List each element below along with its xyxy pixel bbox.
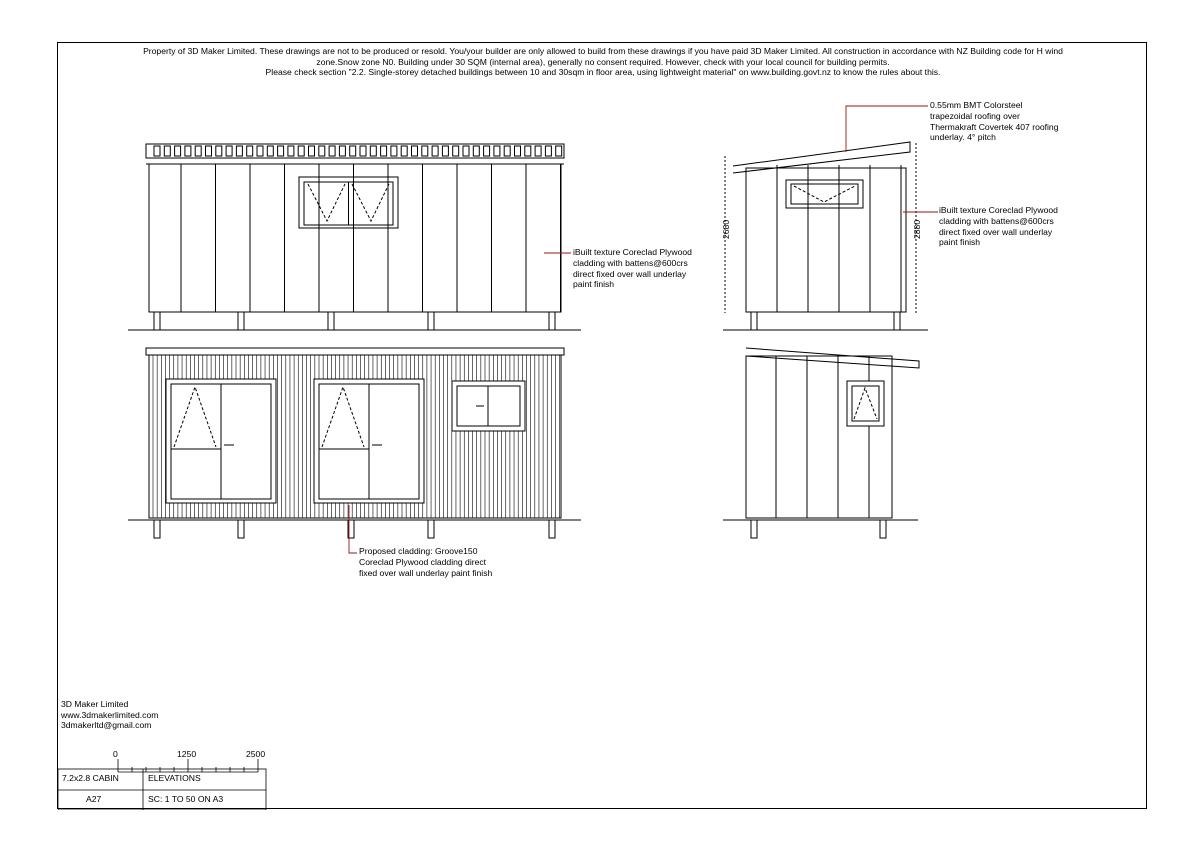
elevation-drawings	[58, 43, 1148, 810]
roof-edge	[146, 348, 564, 355]
scale-label-0: 0	[113, 749, 118, 759]
roof-rib	[494, 146, 500, 156]
roof-rib	[298, 146, 304, 156]
side-elevation-upper	[723, 142, 928, 330]
roof-rib	[257, 146, 263, 156]
title-sheet-name: ELEVATIONS	[148, 773, 201, 783]
roof-rib	[226, 146, 232, 156]
side-wall	[746, 168, 906, 312]
roof-rib	[319, 146, 325, 156]
roof-rib	[195, 146, 201, 156]
pile	[549, 312, 555, 330]
scale-label-2500: 2500	[246, 749, 266, 759]
scale-bar	[118, 759, 258, 772]
dimension-2680: 2680	[721, 219, 731, 239]
door-leaf	[221, 384, 271, 499]
roof-slope	[746, 348, 919, 368]
roof-rib	[535, 146, 541, 156]
roof-rib	[236, 146, 242, 156]
window-inner	[852, 386, 879, 421]
company-website: www.3dmakerlimited.com	[61, 709, 159, 720]
roof-rib	[309, 146, 315, 156]
pile	[328, 312, 334, 330]
roof-rib	[453, 146, 459, 156]
title-project: 7.2x2.8 CABIN	[62, 773, 119, 783]
roof-rib	[412, 146, 418, 156]
notice-line-1: Property of 3D Maker Limited. These drawings are not to be produced or resold. You/your builder are only allowed to build from these drawings if you have paid 3D Maker Limited. All construction in accordance with NZ Building code for H wind	[143, 46, 1063, 56]
roof-rib	[463, 146, 469, 156]
company-info	[61, 699, 158, 731]
roof-rib	[504, 146, 510, 156]
pile	[238, 520, 244, 538]
roof-rib	[185, 146, 191, 156]
door-leaf	[171, 384, 221, 499]
title-sheet-number: A27	[86, 794, 102, 804]
roof-rib	[329, 146, 335, 156]
company-email: 3dmakerltd@gmail.com	[61, 720, 152, 731]
roofing-note: 0.55mm BMT Colorsteel trapezoidal roofing over Thermakraft Covertek 407 roofing underlay. 4° pitch	[930, 100, 1059, 143]
roof-rib	[350, 146, 356, 156]
window-opening-mark	[794, 186, 855, 202]
pile	[880, 520, 886, 538]
roof-rib	[525, 146, 531, 156]
pile	[428, 312, 434, 330]
roof-rib	[247, 146, 253, 156]
roof-rib	[164, 146, 170, 156]
roof-rib	[360, 146, 366, 156]
window-opening-mark	[308, 184, 345, 221]
proposed-cladding-leader	[349, 505, 357, 553]
cladding-note-side: iBuilt texture Coreclad Plywood cladding with battens@600crs direct fixed over wall underlay paint finish	[939, 205, 1058, 248]
pile	[428, 520, 434, 538]
roof-rib	[422, 146, 428, 156]
window-inner	[791, 184, 858, 204]
door-leaf	[369, 384, 419, 499]
notice-line-3: Please check section "2.2. Single-storey detached buildings between 10 and 30sqm in floor area, using lightweight material" on www.building.govt.nz to know the rules about this.	[265, 67, 941, 78]
dimension-2880: 2880	[912, 219, 922, 239]
title-scale: SC: 1 TO 50 ON A3	[148, 794, 224, 804]
roof-rib	[391, 146, 397, 156]
proposed-cladding-note: Proposed cladding: Groove150 Coreclad Plywood cladding direct fixed over wall underlay paint finish	[359, 546, 493, 578]
front-wall	[149, 164, 561, 312]
roof-rib	[267, 146, 273, 156]
roof-rib	[484, 146, 490, 156]
roof-rib	[545, 146, 551, 156]
roof-rib	[278, 146, 284, 156]
roof-rib	[432, 146, 438, 156]
roof-rib	[288, 146, 294, 156]
cladding-note-front: iBuilt texture Coreclad Plywood cladding with battens@600crs direct fixed over wall underlay paint finish	[573, 247, 692, 290]
roof-rib	[515, 146, 521, 156]
pile	[751, 520, 757, 538]
scale-label-1250: 1250	[177, 749, 197, 759]
rear-elevation	[128, 348, 581, 538]
door-leaf	[319, 384, 369, 499]
roof-rib	[339, 146, 345, 156]
drawing-sheet	[57, 42, 1147, 809]
pile	[154, 312, 160, 330]
roof-rib	[401, 146, 407, 156]
pile	[751, 312, 757, 330]
pile	[549, 520, 555, 538]
front-elevation	[128, 144, 581, 330]
roof-rib	[381, 146, 387, 156]
company-name: 3D Maker Limited	[61, 699, 129, 709]
roof-rib	[216, 146, 222, 156]
roof-rib	[442, 146, 448, 156]
notice-line-2: zone.Snow zone N0. Building under 30 SQM (internal area), generally no consent required. However, check with your local council for building permits.	[316, 56, 890, 67]
pile	[894, 312, 900, 330]
roof-rib	[175, 146, 181, 156]
pile	[154, 520, 160, 538]
roof-rib	[473, 146, 479, 156]
pile	[238, 312, 244, 330]
side-elevation-lower	[723, 348, 919, 538]
roof-rib	[154, 146, 160, 156]
roof-rib	[370, 146, 376, 156]
roof-rib	[206, 146, 212, 156]
side-wall	[746, 356, 892, 518]
window-opening-mark	[352, 184, 389, 221]
roof-rib	[556, 146, 562, 156]
